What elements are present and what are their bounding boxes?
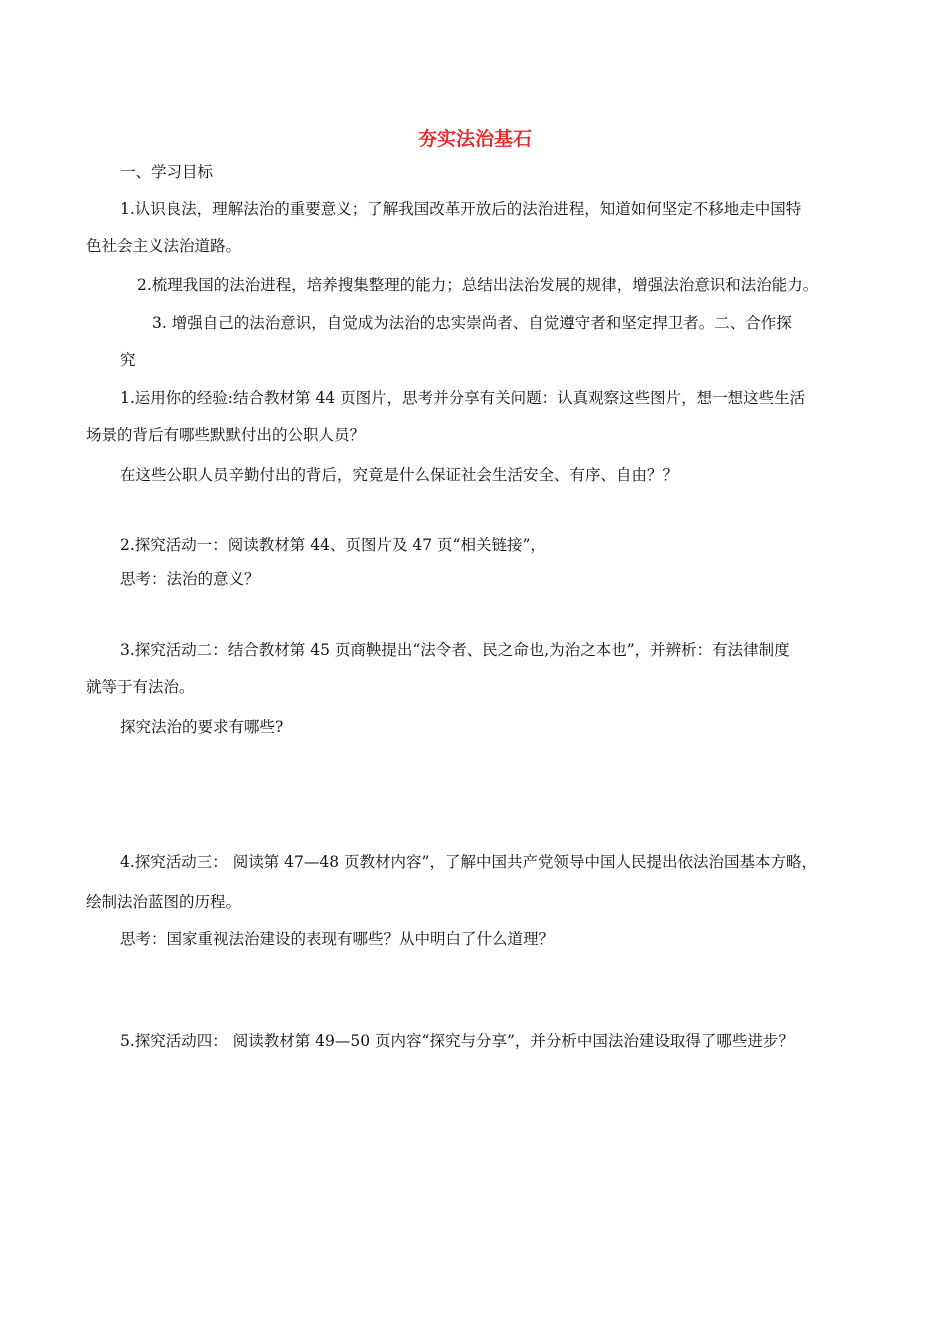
- objective-3-line-2: 究: [120, 351, 136, 369]
- question-3-line-3: 探究法治的要求有哪些?: [120, 718, 284, 736]
- objective-3-line-1: 3. 增强自己的法治意识，自觉成为法治的忠实崇尚者、自觉遵守者和坚定捍卫者。二、合作探: [152, 314, 792, 332]
- question-3-line-2: 就等于有法治。: [86, 678, 195, 696]
- section-heading-objectives: 一、学习目标: [120, 163, 214, 181]
- question-1-line-2: 场景的背后有哪些默默付出的公职人员？: [86, 426, 366, 444]
- question-2-line-1: 2.探究活动一：阅读教材第 44、页图片及 47 页“相关链接”，: [120, 536, 546, 554]
- document-title: 夯实法治基石: [417, 128, 532, 150]
- question-2-line-2: 思考：法治的意义？: [120, 570, 260, 588]
- question-3-line-1: 3.探究活动二：结合教材第 45 页商鞅提出“法令者、民之命也,为治之本也”，并辨析：有法律制度: [120, 641, 790, 659]
- objective-1-line-2: 色社会主义法治道路。: [86, 237, 242, 255]
- question-4-line-1: 4.探究活动三： 阅读第 47—48 页教材内容”，了解中国共产党领导中国人民提出依法治国基本方略，: [120, 853, 817, 871]
- objective-1-line-1: 1.认识良法，理解法治的重要意义；了解我国改革开放后的法治进程，知道如何坚定不移地走中国特: [120, 200, 802, 218]
- question-4-line-3: 思考：国家重视法治建设的表现有哪些？从中明白了什么道理？: [120, 930, 555, 948]
- question-1-line-1: 1.运用你的经验:结合教材第 44 页图片，思考并分享有关问题：认真观察这些图片，想一想这些生活: [120, 389, 806, 407]
- question-4-line-2: 绘制法治蓝图的历程。: [86, 893, 242, 911]
- question-1-line-3: 在这些公职人员辛勤付出的背后，究竟是什么保证社会生活安全、有序、自由？？: [120, 466, 679, 484]
- objective-2: 2.梳理我国的法治进程，培养搜集整理的能力；总结出法治发展的规律，增强法治意识和法治能力。: [137, 276, 819, 294]
- question-5-line-1: 5.探究活动四： 阅读教材第 49—50 页内容“探究与分享”，并分析中国法治建设取得了哪些进步？: [120, 1032, 794, 1050]
